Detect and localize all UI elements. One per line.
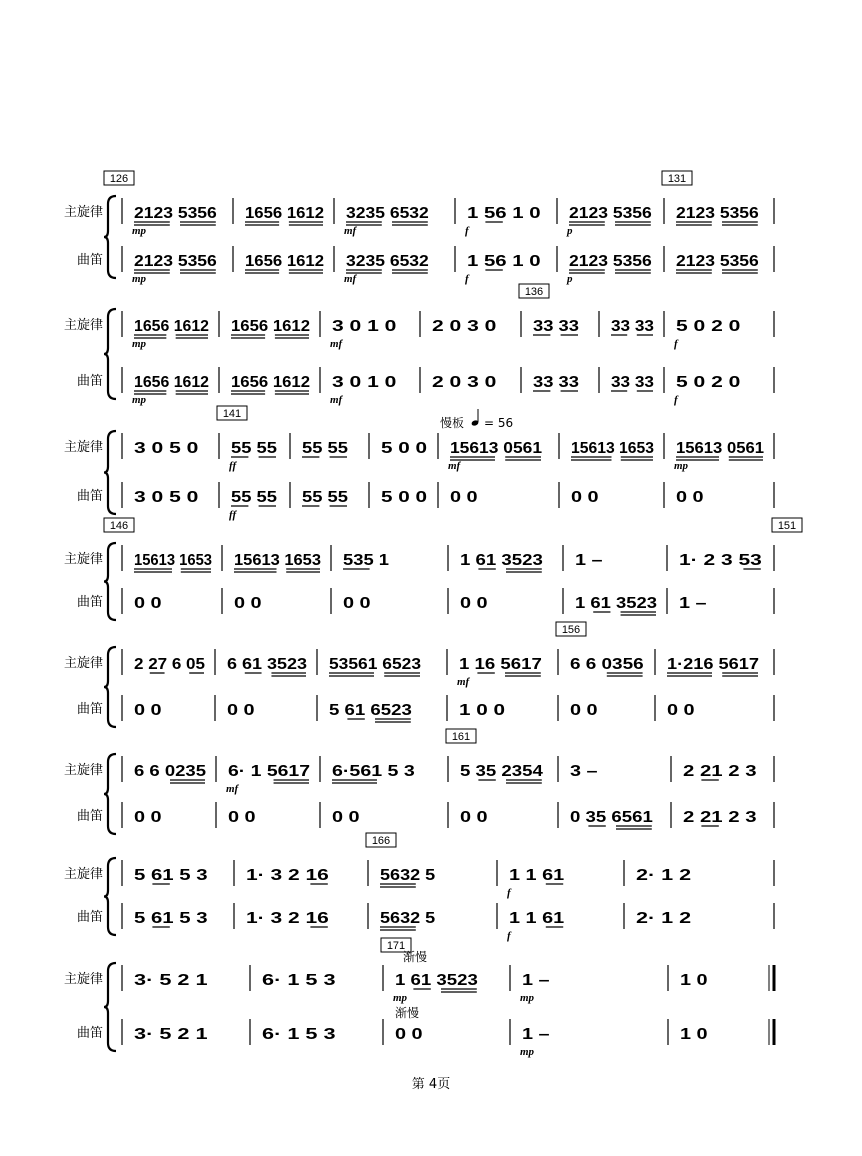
- flute-measure: 0 0: [134, 595, 162, 612]
- dynamic-mark: mp: [520, 992, 535, 1004]
- flute-measure: 0 0: [228, 809, 256, 826]
- part-label-main: 主旋律: [63, 440, 103, 455]
- brace: [104, 858, 116, 935]
- measure-number: 166: [371, 835, 391, 847]
- flute-measure: 2123 5356: [676, 253, 759, 270]
- score-system: [64, 622, 774, 727]
- flute-measure: 1656 1612: [134, 374, 210, 391]
- dynamic-mark: mf: [457, 676, 470, 688]
- flute-measure: 1656 1612: [231, 374, 311, 391]
- score-system: [64, 938, 774, 1058]
- main-measure: 1 56 1 0: [467, 205, 541, 222]
- dynamic-mark: ff: [229, 460, 237, 472]
- main-measure: 3 0 1 0: [332, 318, 397, 335]
- main-measure: 1656 1612: [245, 205, 325, 222]
- measure-number: 161: [451, 731, 471, 743]
- main-measure: 2 0 3 0: [432, 318, 497, 335]
- score-system: [64, 406, 774, 521]
- flute-measure: 2· 1 2: [636, 910, 692, 927]
- main-measure: 1 61 3523: [460, 552, 543, 569]
- measure-number: 146: [109, 520, 129, 532]
- main-measure: 1 –: [522, 972, 550, 989]
- flute-measure: 5 0 0: [381, 489, 428, 506]
- flute-measure: 5 61 6523: [329, 702, 412, 719]
- main-measure: 3 0 5 0: [134, 440, 199, 457]
- flute-measure: 5 61 5 3: [134, 910, 208, 927]
- main-measure: 53561 6523: [329, 656, 422, 673]
- main-measure: 1 16 5617: [459, 656, 542, 673]
- score-system: [64, 518, 802, 620]
- main-measure: 5 61 5 3: [134, 867, 208, 884]
- part-label-flute: 曲笛: [76, 809, 103, 824]
- measure-number: 126: [109, 173, 129, 185]
- flute-measure: 0 0: [332, 809, 360, 826]
- flute-measure: 0 0: [450, 489, 478, 506]
- dynamic-mark: mp: [132, 225, 147, 237]
- part-label-flute: 曲笛: [76, 253, 103, 268]
- flute-measure: 1 56 1 0: [467, 253, 541, 270]
- dynamic-mark: f: [465, 273, 469, 285]
- flute-measure: 0 0: [460, 595, 488, 612]
- dynamic-mark: mp: [132, 394, 147, 406]
- dynamic-mark: mf: [226, 783, 239, 795]
- flute-measure: 0 0: [667, 702, 695, 719]
- flute-measure: 1 61 3523: [575, 595, 658, 612]
- brace: [104, 196, 116, 278]
- dynamic-mark: mf: [344, 225, 357, 237]
- flute-measure: 1· 3 2 16: [246, 910, 329, 927]
- main-measure: 2 27 6 05: [134, 656, 206, 673]
- dynamic-mark: f: [507, 930, 511, 942]
- main-measure: 15613 0561: [450, 440, 543, 457]
- main-measure: 1· 3 2 16: [246, 867, 329, 884]
- part-label-main: 主旋律: [63, 763, 103, 778]
- main-measure: 2 21 2 3: [683, 763, 757, 780]
- tempo-mm: = 56: [484, 416, 514, 430]
- flute-measure: 55 55: [231, 489, 278, 506]
- flute-measure: 2123 5356: [134, 253, 217, 270]
- main-measure: 2123 5356: [676, 205, 759, 222]
- dynamic-mark: f: [674, 338, 678, 350]
- main-measure: 6·561 5 3: [332, 763, 415, 780]
- part-label-flute: 曲笛: [76, 910, 103, 925]
- part-label-flute: 曲笛: [76, 1026, 103, 1041]
- main-measure: 5 35 2354: [460, 763, 543, 780]
- main-measure: 55 55: [302, 440, 349, 457]
- brace: [104, 754, 116, 834]
- dynamic-mark: mp: [393, 992, 408, 1004]
- flute-measure: 0 35 6561: [570, 809, 653, 826]
- main-measure: 2123 5356: [134, 205, 217, 222]
- flute-measure: 1656 1612: [245, 253, 325, 270]
- dynamic-mark: mf: [330, 394, 343, 406]
- main-measure: 1656 1612: [231, 318, 311, 335]
- main-measure: 15613 1653: [571, 440, 655, 457]
- dynamic-mark: f: [674, 394, 678, 406]
- dynamic-mark: p: [567, 225, 573, 237]
- part-label-flute: 曲笛: [76, 702, 103, 717]
- main-measure: 2· 1 2: [636, 867, 692, 884]
- flute-measure: 2 21 2 3: [683, 809, 757, 826]
- main-measure: 6 61 3523: [227, 656, 308, 673]
- part-label-main: 主旋律: [63, 552, 103, 567]
- flute-measure: 0 0: [570, 702, 598, 719]
- dynamic-mark: p: [567, 273, 573, 285]
- dynamic-mark: ff: [229, 509, 237, 521]
- main-measure: 1 1 61: [509, 867, 565, 884]
- main-measure: 33 33: [533, 318, 580, 335]
- dynamic-mark: f: [465, 225, 469, 237]
- main-measure: 2123 5356: [569, 205, 652, 222]
- main-measure: 3 –: [570, 763, 598, 780]
- measure-number: 131: [667, 173, 687, 185]
- part-label-main: 主旋律: [63, 656, 103, 671]
- page-number: 第 4页: [411, 1077, 451, 1092]
- flute-measure: 2 0 3 0: [432, 374, 497, 391]
- tempo-annotation: 渐慢: [403, 950, 428, 964]
- flute-measure: 0 0: [676, 489, 704, 506]
- measure-number: 151: [777, 520, 797, 532]
- part-label-main: 主旋律: [63, 205, 103, 220]
- main-measure: 535 1: [343, 552, 390, 569]
- main-measure: 1 –: [575, 552, 603, 569]
- flute-measure: 0 0: [227, 702, 255, 719]
- measure-number: 136: [524, 286, 544, 298]
- brace: [104, 647, 116, 727]
- main-measure: 1·216 5617: [667, 656, 760, 673]
- flute-measure: 3 0 1 0: [332, 374, 397, 391]
- score-system: [64, 171, 774, 285]
- dynamic-mark: f: [507, 887, 511, 899]
- part-label-main: 主旋律: [63, 867, 103, 882]
- main-measure: 33 33: [611, 318, 655, 335]
- flute-measure: 1 0: [680, 1026, 708, 1043]
- flute-measure: 3235 6532: [346, 253, 429, 270]
- tempo-annotation: 渐慢: [395, 1006, 420, 1020]
- measure-number: 171: [386, 940, 406, 952]
- flute-measure: 0 0: [134, 809, 162, 826]
- main-measure: 1 61 3523: [395, 972, 478, 989]
- measure-number: 156: [561, 624, 581, 636]
- part-label-flute: 曲笛: [76, 374, 103, 389]
- main-measure: 15613 1653: [234, 552, 322, 569]
- flute-measure: 3 0 5 0: [134, 489, 199, 506]
- brace: [104, 431, 116, 514]
- brace: [104, 309, 116, 399]
- flute-measure: 0 0: [343, 595, 371, 612]
- dynamic-mark: mp: [132, 273, 147, 285]
- flute-measure: 1 1 61: [509, 910, 565, 927]
- main-measure: 5 0 2 0: [676, 318, 741, 335]
- part-label-flute: 曲笛: [76, 489, 103, 504]
- dynamic-mark: mf: [344, 273, 357, 285]
- flute-measure: 5 0 2 0: [676, 374, 741, 391]
- brace: [104, 543, 116, 620]
- flute-measure: 33 33: [611, 374, 655, 391]
- score-system: [64, 284, 774, 406]
- flute-measure: 0 0: [571, 489, 599, 506]
- dynamic-mark: mf: [330, 338, 343, 350]
- flute-measure: 5632 5: [380, 910, 436, 927]
- flute-measure: 1 0 0: [459, 702, 506, 719]
- dynamic-mark: mp: [674, 460, 689, 472]
- main-measure: 55 55: [231, 440, 278, 457]
- flute-measure: 55 55: [302, 489, 349, 506]
- main-measure: 5 0 0: [381, 440, 428, 457]
- main-measure: 6 6 0356: [570, 656, 644, 673]
- flute-measure: 6· 1 5 3: [262, 1026, 336, 1043]
- dynamic-mark: mp: [520, 1046, 535, 1058]
- main-measure: 3235 6532: [346, 205, 429, 222]
- main-measure: 5632 5: [380, 867, 436, 884]
- flute-measure: 1 –: [522, 1026, 550, 1043]
- flute-measure: 3· 5 2 1: [134, 1026, 208, 1043]
- flute-measure: 2123 5356: [569, 253, 652, 270]
- brace: [104, 963, 116, 1051]
- main-measure: 6· 1 5 3: [262, 972, 336, 989]
- main-measure: 15613 1653: [134, 552, 213, 569]
- main-measure: 6 6 0235: [134, 763, 207, 780]
- flute-measure: 33 33: [533, 374, 580, 391]
- main-measure: 1 0: [680, 972, 708, 989]
- main-measure: 6· 1 5617: [228, 763, 311, 780]
- flute-measure: 1 –: [679, 595, 707, 612]
- dynamic-mark: mp: [132, 338, 147, 350]
- flute-measure: 0 0: [234, 595, 262, 612]
- part-label-main: 主旋律: [63, 972, 103, 987]
- main-measure: 15613 0561: [676, 440, 765, 457]
- measure-number: 141: [222, 408, 242, 420]
- flute-measure: 0 0: [460, 809, 488, 826]
- flute-measure: 0 0: [134, 702, 162, 719]
- flute-measure: 0 0: [395, 1026, 423, 1043]
- main-measure: 1· 2 3 53: [679, 552, 762, 569]
- part-label-main: 主旋律: [63, 318, 103, 333]
- dynamic-mark: mf: [448, 460, 461, 472]
- score-system: [64, 729, 774, 834]
- tempo-text: 慢板: [440, 416, 465, 430]
- main-measure: 3· 5 2 1: [134, 972, 208, 989]
- score-system: [64, 833, 774, 942]
- part-label-flute: 曲笛: [76, 595, 103, 610]
- main-measure: 1656 1612: [134, 318, 210, 335]
